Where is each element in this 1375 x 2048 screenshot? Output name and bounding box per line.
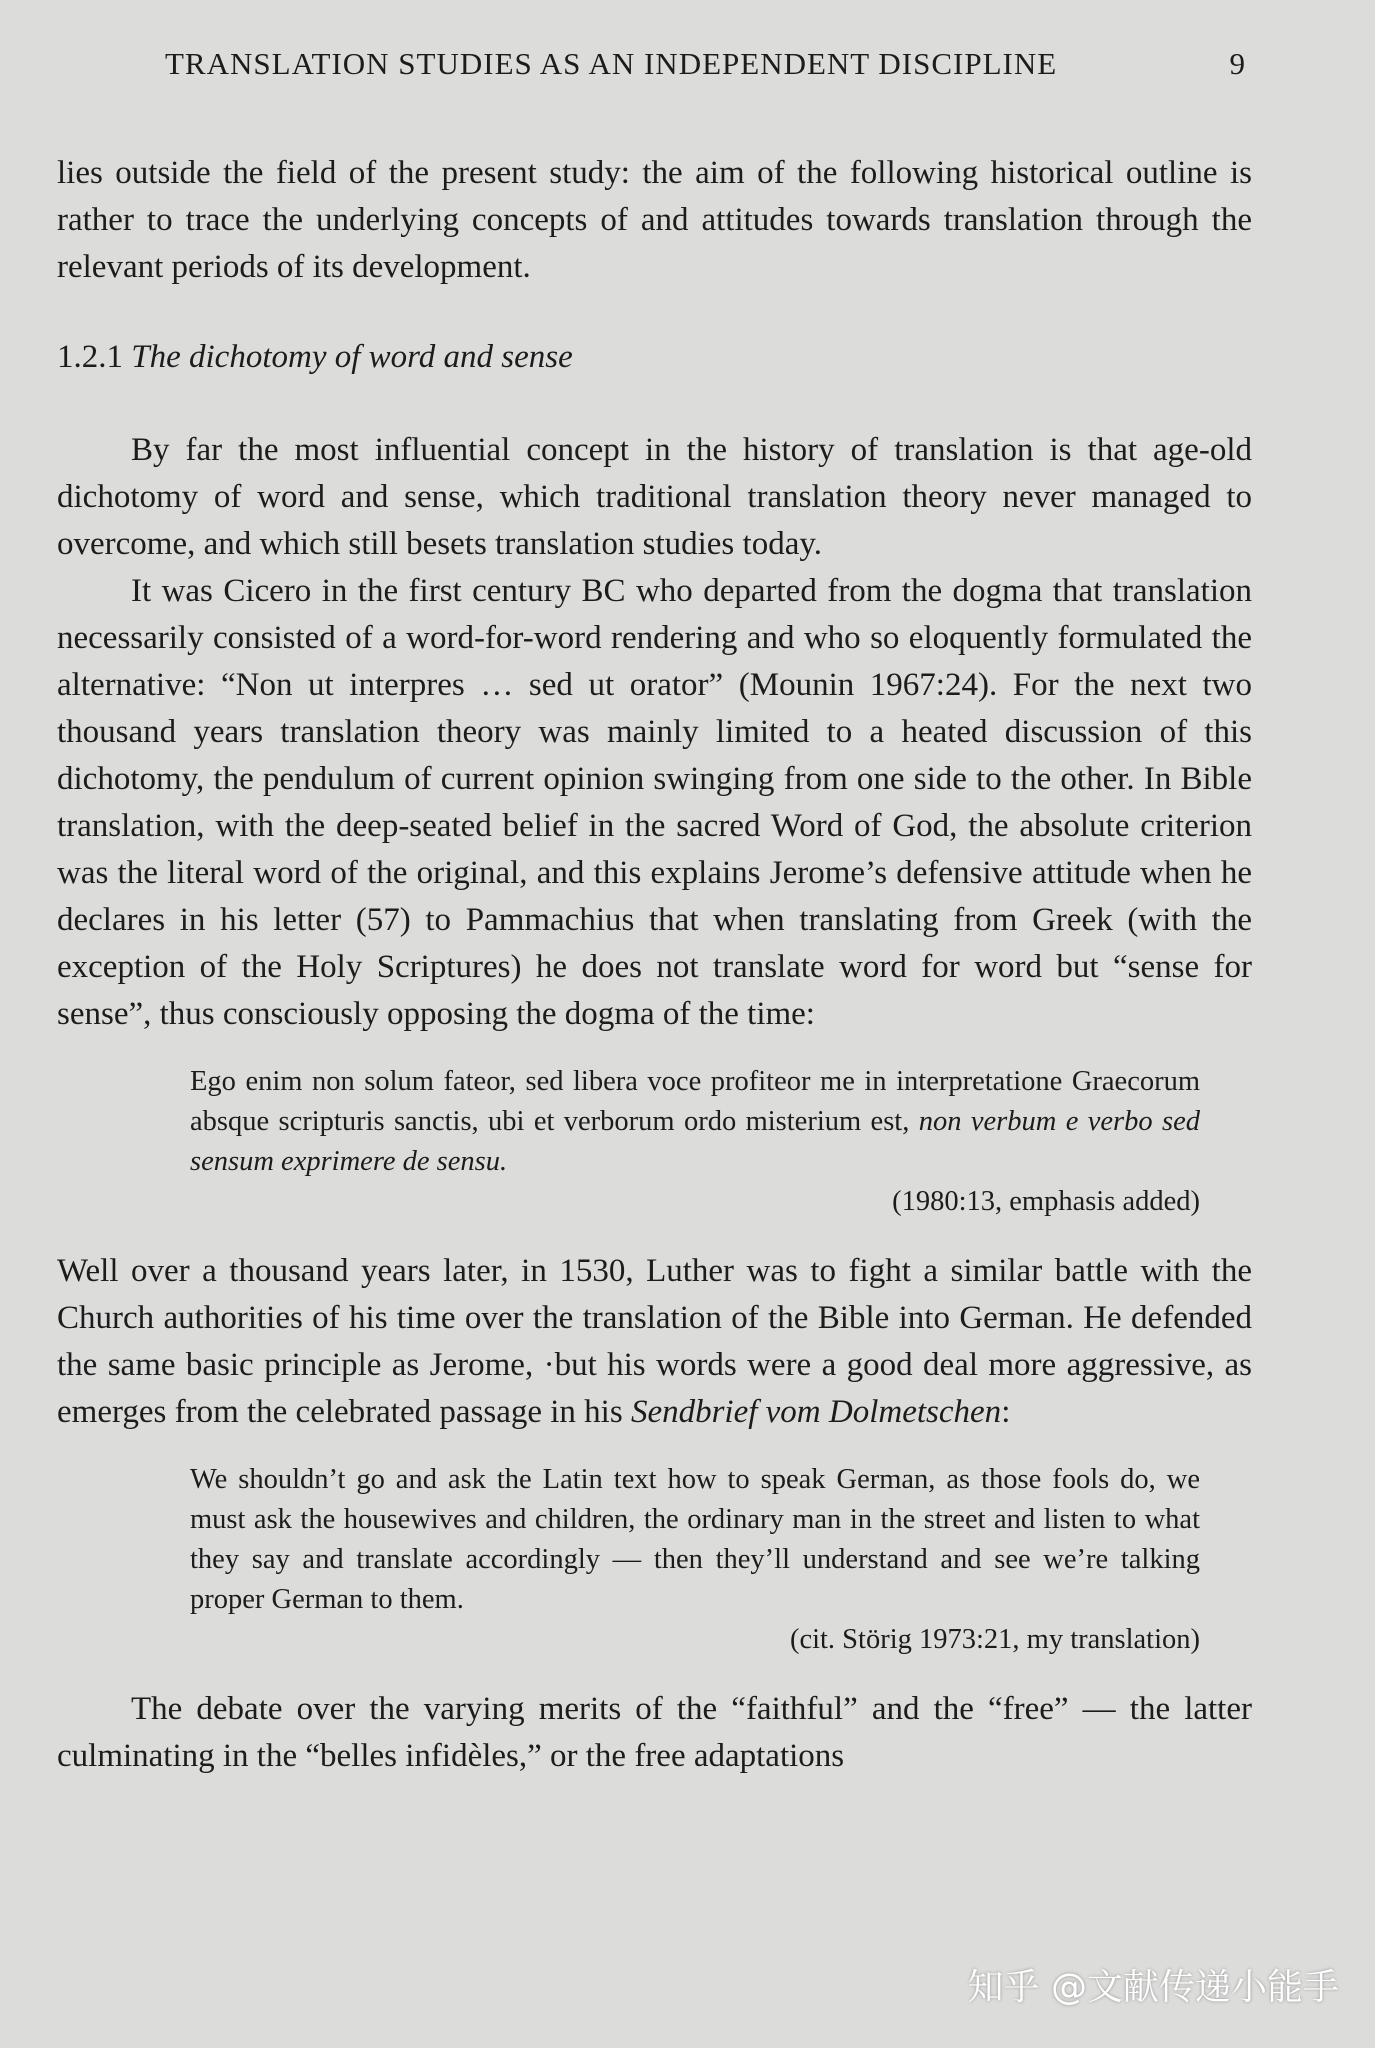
running-title: TRANSLATION STUDIES AS AN INDEPENDENT DISCIPLINE: [165, 46, 1058, 81]
section-heading: [57, 334, 1252, 381]
page-body: [57, 150, 1252, 1780]
luther-quote-text: We shouldn’t go and ask the Latin text how to speak German, as those fools do, we must ask the housewives and children, the ordinary man in the street and listen to what they say and translate accordingly — then they’ll understand and see we’re talking proper German to them.: [190, 1464, 1200, 1615]
jerome-quote-italic: non verbum e verbo sed sensum exprimere de sensu.: [190, 1106, 1200, 1177]
intro-paragraph: lies outside the field of the present study: the aim of the following historical outline is rather to trace the underlying concepts of and attitudes towards translation through the relevant periods of its development.: [57, 155, 1252, 285]
luther-quote-citation: (cit. Störig 1973:21, my translation): [789, 1624, 1200, 1655]
jerome-quote: [190, 1062, 1200, 1222]
section-title: The dichotomy of word and sense: [131, 339, 573, 375]
paragraph-dichotomy: By far the most influential concept in the history of translation is that age-old dichotomy of word and sense, which traditional translation theory never managed to overcome, and which still besets translation studies today.: [57, 432, 1252, 562]
luther-quote: [190, 1460, 1200, 1660]
running-head: [165, 46, 1245, 82]
luther-work-title: Sendbrief vom Dolmetschen: [630, 1394, 1002, 1430]
luther-text: Well over a thousand years later, in 1530, Luther was to fight a similar battle with the Church authorities of his time over the translation of the Bible into German. He defended the same basic principle as Jerome, ·but his words were a good deal more aggressive, as emerges from the celebrated passage in his: [57, 1253, 1252, 1430]
page-number: 9: [1229, 46, 1245, 81]
paragraph-closing: The debate over the varying merits of the “faithful” and the “free” — the latter culminating in the “belles infidèles,” or the free adaptations: [57, 1691, 1252, 1774]
paragraph-luther: [57, 1248, 1252, 1436]
watermark: 知乎 @文献传递小能手: [967, 1967, 1339, 2008]
jerome-quote-citation: (1980:13, emphasis added): [892, 1186, 1200, 1217]
section-number: 1.2.1: [57, 339, 123, 375]
jerome-quote-text: Ego enim non solum fateor, sed libera voce profiteor me in interpretatione Graecorum absque scripturis sanctis, ubi et verborum ordo misterium est,: [190, 1066, 1200, 1137]
luther-text-end: :: [1001, 1394, 1011, 1430]
paragraph-cicero: It was Cicero in the first century BC who departed from the dogma that translation necessarily consisted of a word-for-word rendering and who so eloquently formulated the alternative: “Non ut interpres … sed ut orator” (Mounin 1967:24). For the next two thousand years translation theory was mainly limited to a heated discussion of this dichotomy, the pendulum of current opinion swinging from one side to the other. In Bible translation, with the deep-seated belief in the sacred Word of God, the absolute criterion was the literal word of the original, and this explains Jerome’s defensive attitude when he declares in his letter (57) to Pammachius that when translating from Greek (with the exception of the Holy Scriptures) he does not translate word for word but “sense for sense”, thus consciously opposing the dogma of the time:: [57, 573, 1252, 1032]
